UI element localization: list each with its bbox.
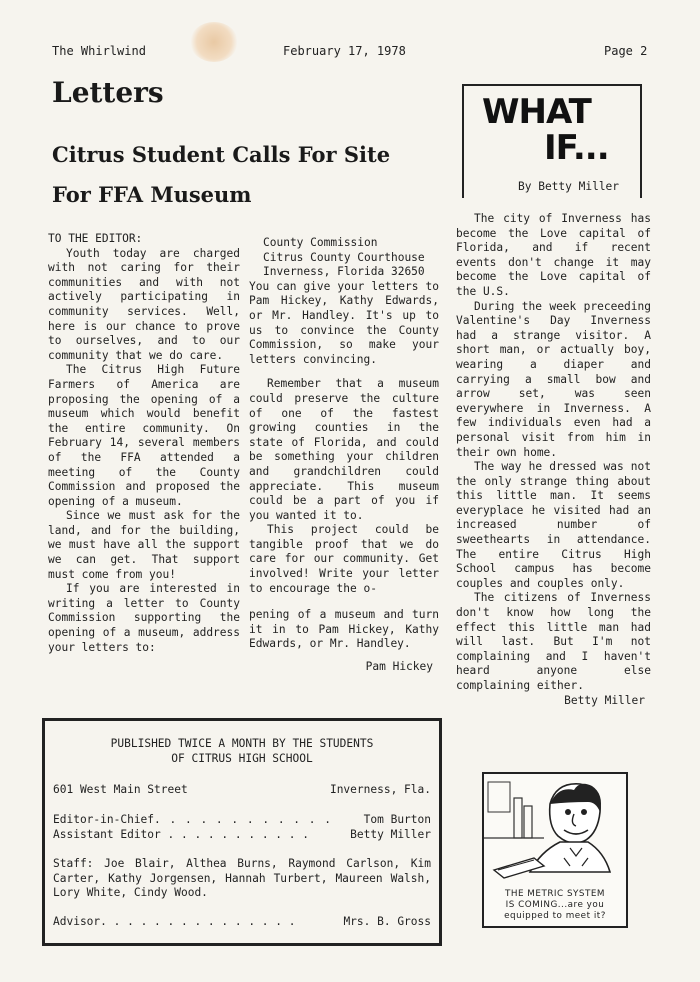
section-title: Letters — [52, 76, 164, 109]
what-if-paragraph: The city of Inverness has become the Love capital of Florida, and if recent events don't change it may become the Love capital of the U.S. — [456, 212, 651, 298]
caption-line: IS COMING...are you — [505, 900, 605, 910]
cartoon-man-illustration — [484, 774, 626, 882]
article-column-2 — [249, 236, 439, 675]
what-if-signature: Betty Miller — [564, 693, 645, 707]
editor-label: Editor-in-Chief — [53, 813, 155, 826]
advisor-name: Mrs. B. Gross — [343, 915, 431, 928]
what-if-byline: By Betty Miller — [518, 180, 620, 193]
article-paragraph: pening of a museum and turn it in to Pam Hickey, Kathy Edwards, or Mr. Handley. — [249, 608, 439, 651]
comic-caption — [484, 889, 626, 922]
editor-row — [53, 813, 431, 828]
article-signature: Pam Hickey — [365, 660, 433, 674]
masthead-line-1: PUBLISHED TWICE A MONTH BY THE STUDENTS — [110, 737, 374, 750]
article-paragraph: This project could be tangible proof that we do care for our community. Get involved! Write your letter to encourage the o- — [249, 523, 439, 595]
advisor-label: Advisor — [53, 915, 101, 928]
school-city: Inverness, Fla. — [329, 783, 431, 796]
masthead-line-2: OF CITRUS HIGH SCHOOL — [171, 752, 313, 765]
caption-line: THE METRIC SYSTEM — [504, 889, 606, 899]
metric-system-comic — [482, 772, 628, 928]
assistant-editor-name: Betty Miller — [350, 828, 431, 841]
what-if-paragraph: During the week preceeding Valentine's Day Inverness had a strange visitor. A short man, or actually boy, wearing a diaper and carrying a small bow and arrow set, was seen everywhere in Inverness. A few individuals even had a personal visit from him in their own home. — [456, 299, 651, 459]
assistant-editor-row — [53, 828, 431, 843]
caption-line: equipped to meet it? — [504, 911, 606, 921]
advisor-row — [53, 915, 431, 930]
address-line: County Commission — [263, 236, 378, 249]
article-paragraph: You can give your letters to Pam Hickey, Kathy Edwards, or Mr. Handley. It's up to us to convince the County Commission, so make your letters convincing. — [249, 279, 439, 366]
assistant-editor-label: Assistant Editor — [53, 828, 161, 841]
what-if-column — [456, 212, 651, 708]
what-if-paragraph: The citizens of Inverness don't know how long the effect this little man had will last. But I'm not complaining and I haven't heard anyone else complaining either. — [456, 591, 651, 692]
article-paragraph: Youth today are charged with not caring for their communities and with not actively participating in community services. Well, here is our chance to prove to ourselves, and to our community that we do care. — [48, 246, 240, 362]
article-paragraph: The Citrus High Future Farmers of America are proposing the opening of a museum which would benefit the entire community. On February 14, several members of the FFA attended a meeting of the County Commission and proposed the opening of a museum. — [48, 363, 240, 508]
what-if-header-box — [462, 84, 642, 198]
dot-leader: . . . . . . . . . . . . — [154, 813, 332, 826]
salutation: TO THE EDITOR: — [48, 232, 143, 245]
dot-leader: . . . . . . . . . . . . . . . — [100, 915, 296, 928]
article-paragraph: If you are interested in writing a letter to County Commission supporting the opening of a museum, address your letters to: — [48, 582, 240, 654]
page-number: Page 2 — [604, 44, 648, 58]
what-if-title-line-1: WHAT — [482, 92, 591, 132]
address-line: Citrus County Courthouse — [263, 250, 425, 264]
headline-line-1: Citrus Student Calls For Site — [52, 142, 391, 167]
staff-list: Staff: Joe Blair, Althea Burns, Raymond Carlson, Kim Carter, Kathy Jorgensen, Hannah Turbert, Maureen Walsh, Lory White, Cindy Wood. — [53, 857, 431, 899]
article-paragraph: Since we must ask for the land, and for the building, we must have all the support we can get. That support must come from you! — [48, 509, 240, 581]
headline-line-2: For FFA Museum — [52, 182, 252, 207]
article-column-1 — [48, 232, 240, 655]
dot-leader: . . . . . . . . . . . — [160, 828, 309, 841]
masthead-address-row — [53, 783, 431, 798]
paper-name: The Whirlwind — [52, 44, 146, 58]
issue-date: February 17, 1978 — [283, 44, 406, 58]
coffee-stain — [190, 22, 238, 62]
masthead-box — [42, 718, 442, 946]
what-if-paragraph: The way he dressed was not the only strange thing about this little man. It seems everyplace he visited had an increased number of sweethearts in attendance. The entire Citrus High School campus has become couples and couples only. — [456, 460, 651, 590]
address-line: Inverness, Florida 32650 — [263, 265, 425, 279]
editor-name: Tom Burton — [363, 813, 431, 826]
school-address: 601 West Main Street — [53, 783, 188, 796]
mailing-address — [249, 236, 439, 280]
what-if-title-line-2: IF... — [544, 128, 609, 168]
article-paragraph: Remember that a museum could preserve the culture of one of the fastest growing counties in the state of Florida, and could be something your children and grandchildren could appreciate. This museum could be a part of you if you wanted it to. — [249, 377, 439, 522]
